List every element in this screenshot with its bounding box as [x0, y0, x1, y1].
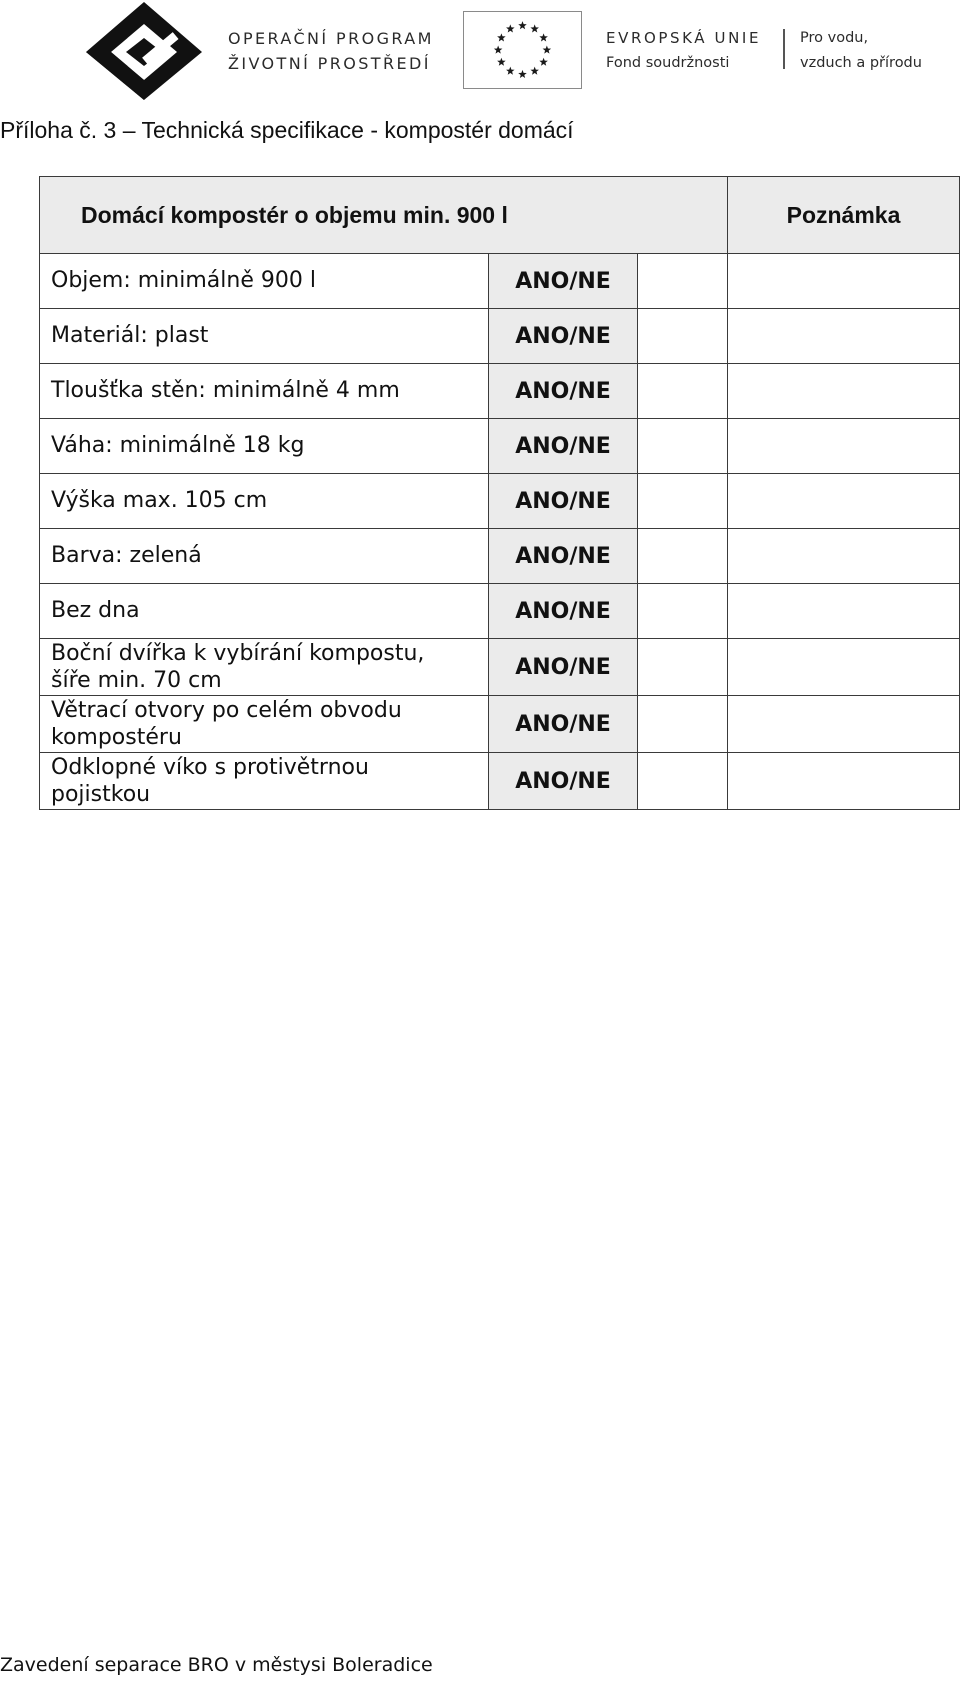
requirement-text: Barva: zelená [51, 543, 202, 568]
spacer-cell [638, 639, 728, 696]
answer-cell: ANO/NE [489, 364, 638, 419]
table-row [40, 364, 960, 419]
answer-cell: ANO/NE [489, 584, 638, 639]
spacer-cell [638, 584, 728, 639]
program-name [228, 26, 434, 76]
table-row [40, 474, 960, 529]
eu-star-icon [543, 46, 552, 54]
eu-star-icon [497, 58, 506, 66]
answer-cell: ANO/NE [489, 254, 638, 309]
table-row [40, 696, 960, 753]
spacer-cell [638, 529, 728, 584]
note-cell [728, 419, 960, 474]
slogan [800, 26, 922, 76]
requirement-cell [40, 584, 489, 639]
requirement-text-line-2: kompostéru [51, 725, 182, 750]
requirement-cell [40, 753, 489, 810]
requirement-cell [40, 419, 489, 474]
document-title: Příloha č. 3 – Technická specifikace - kompostér domácí [0, 117, 574, 143]
note-cell [728, 474, 960, 529]
requirement-text: Boční dvířka k vybírání kompostu, [51, 641, 425, 666]
page-header [0, 0, 960, 100]
requirement-text-line-2: šíře min. 70 cm [51, 668, 222, 693]
spacer-cell [638, 474, 728, 529]
op-zivotni-prostredi-logo [82, 0, 206, 100]
page-footer: Zavedení separace BRO v městysi Boleradice [0, 1654, 433, 1676]
header-requirement [40, 177, 728, 254]
eu-star-icon [494, 46, 503, 54]
requirement-cell [40, 696, 489, 753]
requirement-cell [40, 474, 489, 529]
eu-star-icon [506, 24, 515, 32]
answer-cell: ANO/NE [489, 474, 638, 529]
table-row [40, 529, 960, 584]
requirement-text: Výška max. 105 cm [51, 488, 268, 513]
header-note [728, 177, 960, 254]
requirement-text: Odklopné víko s protivětrnou [51, 755, 369, 780]
spacer-cell [638, 419, 728, 474]
table-row [40, 419, 960, 474]
spacer-cell [638, 309, 728, 364]
slogan-line-2: vzduch a přírodu [800, 55, 922, 71]
spacer-cell [638, 753, 728, 810]
table-row [40, 753, 960, 810]
specification-table [39, 176, 960, 810]
header-requirement-label: Domácí kompostér o objemu min. 900 l [81, 201, 508, 228]
table-row [40, 309, 960, 364]
eu-flag-icon [463, 11, 582, 89]
note-cell [728, 254, 960, 309]
requirement-text: Materiál: plast [51, 323, 209, 348]
program-line-2: ŽIVOTNÍ PROSTŘEDÍ [228, 54, 431, 73]
eu-star-icon [539, 58, 548, 66]
eu-star-icon [518, 21, 527, 29]
note-cell [728, 529, 960, 584]
requirement-text: Váha: minimálně 18 kg [51, 433, 305, 458]
requirement-text: Bez dna [51, 598, 140, 623]
program-line-1: OPERAČNÍ PROGRAM [228, 29, 434, 48]
answer-cell: ANO/NE [489, 696, 638, 753]
requirement-cell [40, 639, 489, 696]
requirement-cell [40, 529, 489, 584]
table-row [40, 584, 960, 639]
eu-star-icon [497, 33, 506, 41]
eu-label [606, 26, 761, 76]
eu-star-icon [539, 33, 548, 41]
spacer-cell [638, 696, 728, 753]
requirement-text: Objem: minimálně 900 l [51, 268, 316, 293]
requirement-text: Tloušťka stěn: minimálně 4 mm [51, 378, 400, 403]
requirement-text: Větrací otvory po celém obvodu [51, 698, 402, 723]
answer-cell: ANO/NE [489, 419, 638, 474]
requirement-cell [40, 309, 489, 364]
note-cell [728, 753, 960, 810]
header-note-label: Poznámka [786, 201, 901, 228]
note-cell [728, 639, 960, 696]
slogan-line-1: Pro vodu, [800, 30, 869, 46]
eu-star-icon [506, 67, 515, 75]
spacer-cell [638, 254, 728, 309]
table-row [40, 254, 960, 309]
eu-title: EVROPSKÁ UNIE [606, 29, 762, 47]
answer-cell: ANO/NE [489, 639, 638, 696]
note-cell [728, 584, 960, 639]
note-cell [728, 309, 960, 364]
header-divider [783, 29, 785, 69]
table-row [40, 639, 960, 696]
eu-star-icon [530, 67, 539, 75]
eu-fund: Fond soudržnosti [606, 55, 730, 71]
note-cell [728, 696, 960, 753]
answer-cell: ANO/NE [489, 309, 638, 364]
eu-star-icon [530, 24, 539, 32]
answer-cell: ANO/NE [489, 529, 638, 584]
eu-star-icon [518, 70, 527, 78]
table-header-row [40, 177, 960, 254]
requirement-text-line-2: pojistkou [51, 782, 151, 807]
requirement-cell [40, 364, 489, 419]
spacer-cell [638, 364, 728, 419]
requirement-cell [40, 254, 489, 309]
answer-cell: ANO/NE [489, 753, 638, 810]
note-cell [728, 364, 960, 419]
